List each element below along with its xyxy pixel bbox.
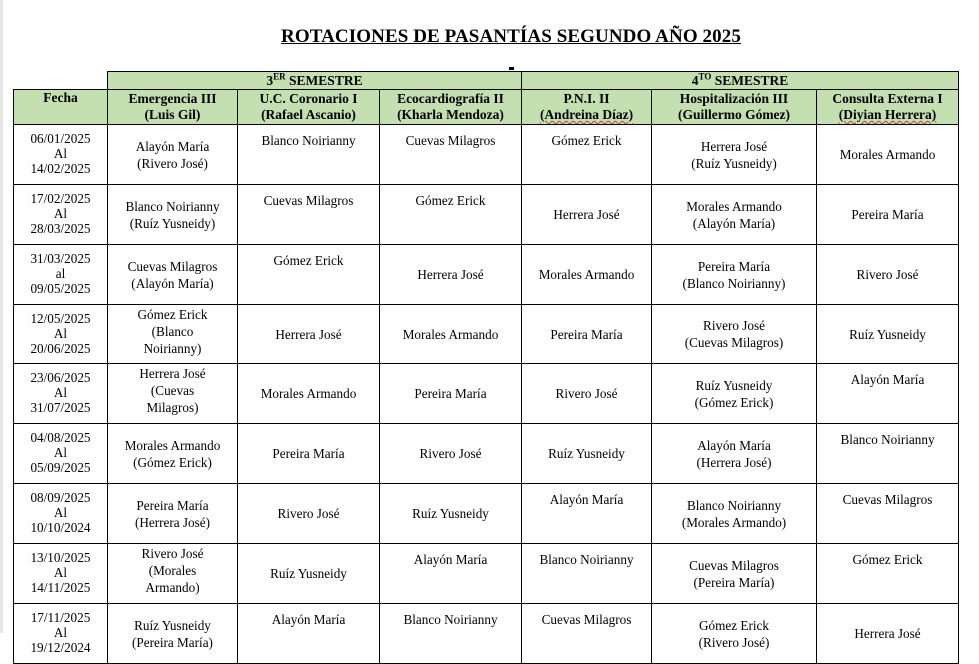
column-name: Consulta Externa I [832,91,943,106]
assignment-cell [817,125,959,185]
student-name: Blanco Noirianny [261,133,356,148]
date-line: 17/11/2025 [30,610,91,625]
student-name: Blanco Noirianny [840,432,935,447]
student-name: Herrera José [275,326,342,342]
semester-header-blank [14,72,108,90]
assignment-cell [522,424,652,484]
table-body [14,125,959,664]
assignment-cell [817,245,959,305]
student-name: Ruíz Yusneidy [134,617,211,633]
table-row [14,125,959,185]
date-range-cell [14,245,108,305]
student-name: Cuevas Milagros [842,492,933,507]
assignment-cell [652,424,817,484]
date-line: 05/09/2025 [30,460,91,475]
column-header-service-5 [652,90,817,125]
assignment-cell [652,245,817,305]
student-name: Ruíz Yusneidy [412,506,489,521]
table-row [14,604,959,664]
assignment-cell [238,604,380,664]
student-name: Cuevas Milagros [689,557,779,573]
student-name: Morales Armando [124,437,221,453]
assignment-cell [817,424,959,484]
student-name: Pereira María [851,207,924,222]
date-line: Al [53,326,68,341]
student-name: Rivero José [856,267,919,282]
assignment-cell [522,544,652,604]
assignment-cell [652,125,817,185]
date-line: Al [53,206,68,221]
student-name: Herrera José [854,626,921,641]
student-name: Blanco Noirianny [403,612,498,627]
student-name: Morales Armando [839,147,936,162]
student-name: Alayón María [850,372,925,387]
student-name: (Cuevas [150,383,195,398]
column-supervisor: (Andreina Díaz) [539,107,634,122]
student-name: (Herrera José) [134,514,211,530]
date-range-cell [14,185,108,245]
date-line: 17/02/2025 [30,191,91,206]
assignment-cell [817,364,959,424]
student-name: Rivero José [141,546,204,561]
student-name: Pereira María [550,326,623,342]
student-name: Armando) [145,580,200,595]
column-name: P.N.I. II [563,91,610,106]
assignment-cell [652,364,817,424]
assignment-cell [522,245,652,305]
student-name: Cuevas Milagros [127,258,218,274]
student-name: Herrera José [553,207,620,222]
date-line: 12/05/2025 [30,311,91,326]
student-name: Blanco Noirianny [686,497,782,513]
student-name: Alayón María [697,437,771,453]
assignment-cell [817,604,959,664]
student-name: Gómez Erick [137,307,208,322]
student-name: Morales Armando [686,198,782,214]
date-range-cell [14,604,108,664]
column-header-row [14,90,959,125]
semester-header-row [14,72,959,90]
assignment-cell [652,185,817,245]
date-line: 04/08/2025 [30,430,91,445]
student-name: Cuevas Milagros [405,133,496,148]
column-header-service-4 [522,90,652,125]
date-line: Al [53,146,68,161]
assignment-cell [108,424,238,484]
student-name: Morales Armando [402,326,499,342]
student-name: (Rivero José) [137,155,208,171]
assignment-cell [108,245,238,305]
student-name: Ruíz Yusneidy [849,326,926,342]
student-name: Alayón María [413,552,488,567]
date-range-cell [14,424,108,484]
date-line: 19/12/2024 [30,640,91,655]
date-range-cell [14,125,108,185]
student-name: Cuevas Milagros [541,612,632,627]
table-row [14,484,959,544]
student-name: (Ruíz Yusneidy) [691,155,777,171]
student-name: Ruíz Yusneidy [695,377,773,393]
student-name: (Blanco [151,324,194,339]
date-line: Al [53,505,68,520]
date-line: Al [53,385,68,400]
student-name: (Ruíz Yusneidy) [129,215,216,231]
text-cursor-mark [509,67,514,70]
date-range-cell [14,364,108,424]
column-header-fecha [14,90,108,125]
date-line: Al [53,625,68,640]
student-name: Alayón María [271,612,346,627]
student-name: (Herrera José) [696,454,772,470]
column-name: U.C. Coronario I [259,91,358,106]
date-range-cell [14,305,108,364]
student-name: Milagros) [146,400,199,415]
student-name: (Gómez Erick) [694,394,774,410]
student-name: Alayón María [135,138,210,154]
student-name: Alayón María [549,492,624,507]
assignment-cell [817,544,959,604]
date-line: 13/10/2025 [30,550,91,565]
date-line: 20/06/2025 [30,341,91,356]
assignment-cell [238,125,380,185]
assignment-cell [380,484,522,544]
student-name: (Alayón María) [131,275,214,291]
semester-4-label: SEMESTRE [711,73,789,88]
student-name: (Pereira María) [132,634,213,650]
date-line: 14/02/2025 [30,161,91,176]
student-name: (Cuevas Milagros) [684,335,784,350]
column-supervisor: (Guillermo Gómez) [677,107,791,122]
student-name: Ruíz Yusneidy [270,566,347,581]
assignment-cell [108,484,238,544]
assignment-cell [522,604,652,664]
assignment-cell [238,305,380,364]
assignment-cell [380,185,522,245]
student-name: Morales Armando [260,386,357,401]
student-name: Pereira María [414,386,487,401]
student-name: Pereira María [136,497,209,513]
assignment-cell [380,364,522,424]
column-name: Emergencia III [128,91,217,106]
date-line: 06/01/2025 [30,131,91,146]
date-line: 28/03/2025 [30,221,91,236]
student-name: Pereira María [697,258,771,274]
column-name: Ecocardiografía II [397,91,504,106]
student-name: Gómez Erick [852,552,923,567]
date-line: 31/03/2025 [30,251,91,266]
assignment-cell [238,364,380,424]
assignment-cell [108,544,238,604]
assignment-cell [238,185,380,245]
student-name: (Pereira María) [693,574,775,590]
table-row [14,544,959,604]
student-name: Herrera José [700,138,768,154]
semester-3-label: SEMESTRE [285,73,363,88]
student-name: Rivero José [419,446,482,461]
student-name: Gómez Erick [699,617,769,633]
student-name: Blanco Noirianny [539,552,634,567]
student-name: Pereira María [272,446,345,461]
column-supervisor: (Rafael Ascanio) [261,107,356,122]
student-name: Ruíz Yusneidy [548,446,625,461]
assignment-cell [108,185,238,245]
date-line: 14/11/2025 [30,580,91,595]
assignment-cell [522,484,652,544]
table-row [14,305,959,364]
student-name: (Alayón María) [692,215,776,231]
student-name: (Blanco Noirianny) [682,275,786,291]
student-name: Rivero José [555,386,618,401]
student-name: Rivero José [277,506,340,521]
student-name: Gómez Erick [551,133,622,148]
column-supervisor: (Luis Gil) [144,107,201,122]
document-title: ROTACIONES DE PASANTÍAS SEGUNDO AÑO 2025 [281,26,741,47]
semester-4-number: 4 [691,73,699,88]
assignment-cell [817,484,959,544]
student-name: Gómez Erick [273,253,344,268]
semester-3-header [108,72,522,90]
assignment-cell [238,424,380,484]
date-range-cell [14,484,108,544]
student-name: (Rivero José) [698,634,770,650]
semester-3-ordinal: ER [273,71,286,82]
assignment-cell [108,305,238,364]
assignment-cell [522,185,652,245]
semester-3-number: 3 [266,73,274,88]
date-line: al [55,266,66,281]
assignment-cell [108,604,238,664]
table-row [14,185,959,245]
assignment-cell [380,305,522,364]
student-name: Noirianny) [143,341,202,356]
student-name: Herrera José [139,366,206,381]
column-header-service-3 [380,90,522,125]
column-header-service-2 [238,90,380,125]
assignment-cell [380,544,522,604]
assignment-cell [817,305,959,364]
column-header-service-1 [108,90,238,125]
column-header-service-6 [817,90,959,125]
semester-4-ordinal: TO [698,71,712,82]
assignment-cell [522,364,652,424]
assignment-cell [238,245,380,305]
table-row [14,424,959,484]
column-name: Fecha [43,90,78,105]
student-name: (Morales [148,563,197,578]
date-line: 10/10/2024 [30,520,91,535]
column-supervisor: (Kharla Mendoza) [397,107,504,122]
date-line: 31/07/2025 [30,400,91,415]
assignment-cell [522,125,652,185]
student-name: (Morales Armando) [681,514,787,530]
assignment-cell [108,125,238,185]
page-edge [0,0,3,633]
student-name: Herrera José [417,267,484,282]
date-line: Al [53,445,68,460]
student-name: Gómez Erick [415,193,486,208]
assignment-cell [380,424,522,484]
semester-4-header [522,72,959,90]
student-name: (Gómez Erick) [133,454,212,470]
student-name: Cuevas Milagros [263,193,354,208]
date-line: 23/06/2025 [30,370,91,385]
column-name: Hospitalización III [679,91,789,106]
date-range-cell [14,544,108,604]
assignment-cell [652,604,817,664]
rotation-table [13,71,959,664]
assignment-cell [238,544,380,604]
table-row [14,364,959,424]
assignment-cell [380,125,522,185]
assignment-cell [380,604,522,664]
date-line: Al [53,565,68,580]
date-line: 08/09/2025 [30,490,91,505]
assignment-cell [108,364,238,424]
assignment-cell [652,305,817,364]
assignment-cell [817,185,959,245]
assignment-cell [238,484,380,544]
student-name: Morales Armando [538,267,635,282]
student-name: Blanco Noirianny [125,198,220,214]
date-line: 09/05/2025 [30,281,91,296]
column-supervisor: (Diyian Herrera) [838,107,937,122]
assignment-cell [652,484,817,544]
assignment-cell [652,544,817,604]
assignment-cell [380,245,522,305]
assignment-cell [522,305,652,364]
table-row [14,245,959,305]
student-name: Rivero José [703,318,765,333]
